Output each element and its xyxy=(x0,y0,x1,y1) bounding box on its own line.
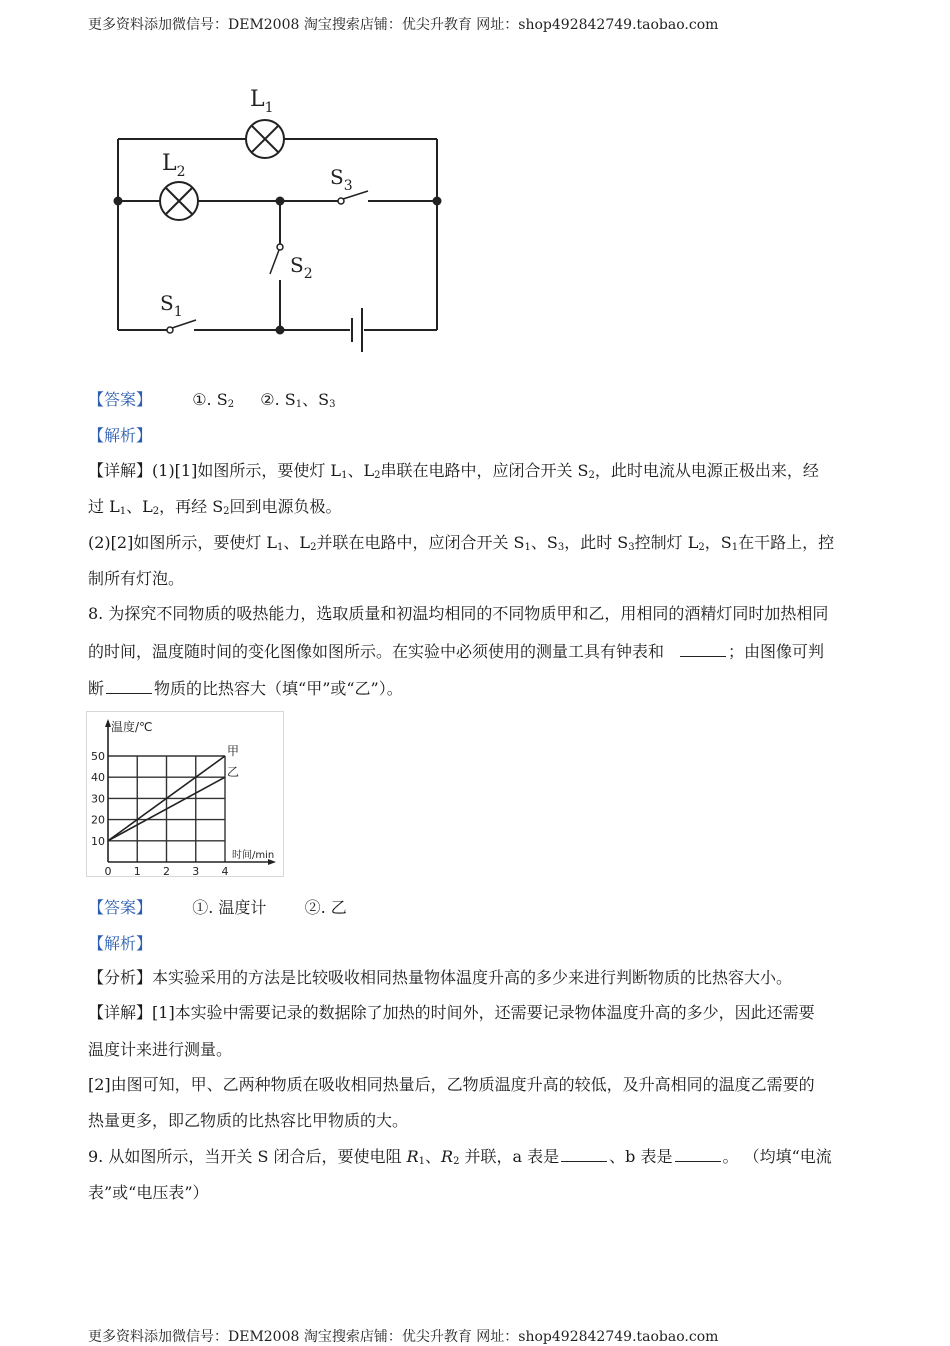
q8-detail-line-2: 温度计来进行测量。 xyxy=(88,1040,233,1059)
label-s2: $S_2$ xyxy=(290,253,313,282)
x-tick-label: 2 xyxy=(163,865,170,877)
temperature-time-chart xyxy=(86,711,284,877)
battery-icon xyxy=(352,308,362,352)
q7-detail-line-1: 【详解】(1)[1]如图所示，要使灯 $L_1$、$L_2$串联在电路中，应闭合开关 $S_2$，此时电流从电源正极出来，经 xyxy=(88,461,819,481)
q8-answer: 【答案】 ①. 温度计 ②. 乙 xyxy=(88,898,347,917)
label-l2: $L_2$ xyxy=(162,151,186,180)
q8-line-1: 8. 为探究不同物质的吸热能力，选取质量和初温均相同的不同物质甲和乙，用相同的酒精灯同时加热相同 xyxy=(88,604,829,623)
q8-line-2: 的时间，温度随时间的变化图像如图所示。在实验中必须使用的测量工具有钟表和 ；由图像可判 xyxy=(88,642,825,661)
circuit-diagram xyxy=(100,80,460,360)
series-label: 乙 xyxy=(227,765,240,780)
q7-answer: 【答案】 ①. $S_2$ ②. $S_1$、$S_3$ xyxy=(88,390,336,410)
lamp-l2-icon xyxy=(160,182,198,220)
q8-blank-2 xyxy=(106,679,152,694)
switch-s1-icon xyxy=(167,320,196,333)
label-s1: $S_1$ xyxy=(160,291,183,320)
x-tick-label: 3 xyxy=(192,865,200,877)
q8-detail-line-4: 热量更多，即乙物质的比热容比甲物质的大。 xyxy=(88,1111,409,1130)
q7-detail-line-2: 过 $L_1$、$L_2$，再经 $S_2$回到电源负极。 xyxy=(88,497,342,517)
lamp-l1-icon xyxy=(246,120,284,158)
series-label: 甲 xyxy=(227,744,240,758)
answer-tag: 【答案】 xyxy=(88,390,153,409)
q8-detail-line-3: [2]由图可知，甲、乙两种物质在吸收相同热量后，乙物质温度升高的较低，及升高相同的温度乙需要的 xyxy=(88,1075,815,1094)
y-axis-label: 温度/℃ xyxy=(111,720,153,734)
q8-analysis-tag: 【解析】 xyxy=(88,934,153,953)
y-tick-label: 10 xyxy=(91,834,105,848)
x-tick-label: 1 xyxy=(133,865,141,877)
q7-detail-line-4: 制所有灯泡。 xyxy=(88,569,185,588)
q8-blank-1 xyxy=(680,642,726,657)
y-tick-label: 30 xyxy=(91,792,105,806)
y-tick-label: 50 xyxy=(91,750,105,763)
q8-analysis-line: 【分析】本实验采用的方法是比较吸收相同热量物体温度升高的多少来进行判断物质的比热容大小。 xyxy=(88,968,793,987)
label-s3: $S_3$ xyxy=(330,165,353,194)
y-tick-label: 20 xyxy=(91,813,105,827)
y-tick-label: 40 xyxy=(91,771,105,785)
q9-line-2: 表”或“电压表”） xyxy=(88,1183,209,1202)
q8-line-3: 断 物质的比热容大（填“甲”或“乙”）。 xyxy=(88,679,403,698)
q9-blank-a xyxy=(561,1147,607,1162)
switch-s2-icon xyxy=(270,244,283,274)
q9-line-1: 9. 从如图所示，当开关 S 闭合后，要使电阻 $R_1$、$R_2$ 并联，a 表是 、b 表是 。 （均填“电流 xyxy=(88,1147,832,1167)
switch-s3-icon xyxy=(338,191,368,204)
x-tick-label: 4 xyxy=(221,865,229,877)
page-header: 更多资料添加微信号：DEM2008 淘宝搜索店铺：优尖升教育 网址：shop492842749.taobao.com xyxy=(88,17,719,33)
q8-detail-line-1: 【详解】[1]本实验中需要记录的数据除了加热的时间外，还需要记录物体温度升高的多少，因此还需要 xyxy=(88,1003,815,1022)
label-l1: $L_1$ xyxy=(250,87,274,116)
x-axis-label: 时间/min xyxy=(232,850,275,861)
x-tick-label: 0 xyxy=(104,865,112,877)
q7-analysis-tag: 【解析】 xyxy=(88,426,153,445)
page-footer: 更多资料添加微信号：DEM2008 淘宝搜索店铺：优尖升教育 网址：shop492842749.taobao.com xyxy=(88,1329,719,1345)
q7-detail-line-3: (2)[2]如图所示，要使灯 $L_1$、$L_2$并联在电路中，应闭合开关 $S_1$、$S_3$，此时 $S_3$控制灯 $L_2$，$S_1$在干路上，控 xyxy=(88,533,835,553)
q9-blank-b xyxy=(675,1147,721,1162)
